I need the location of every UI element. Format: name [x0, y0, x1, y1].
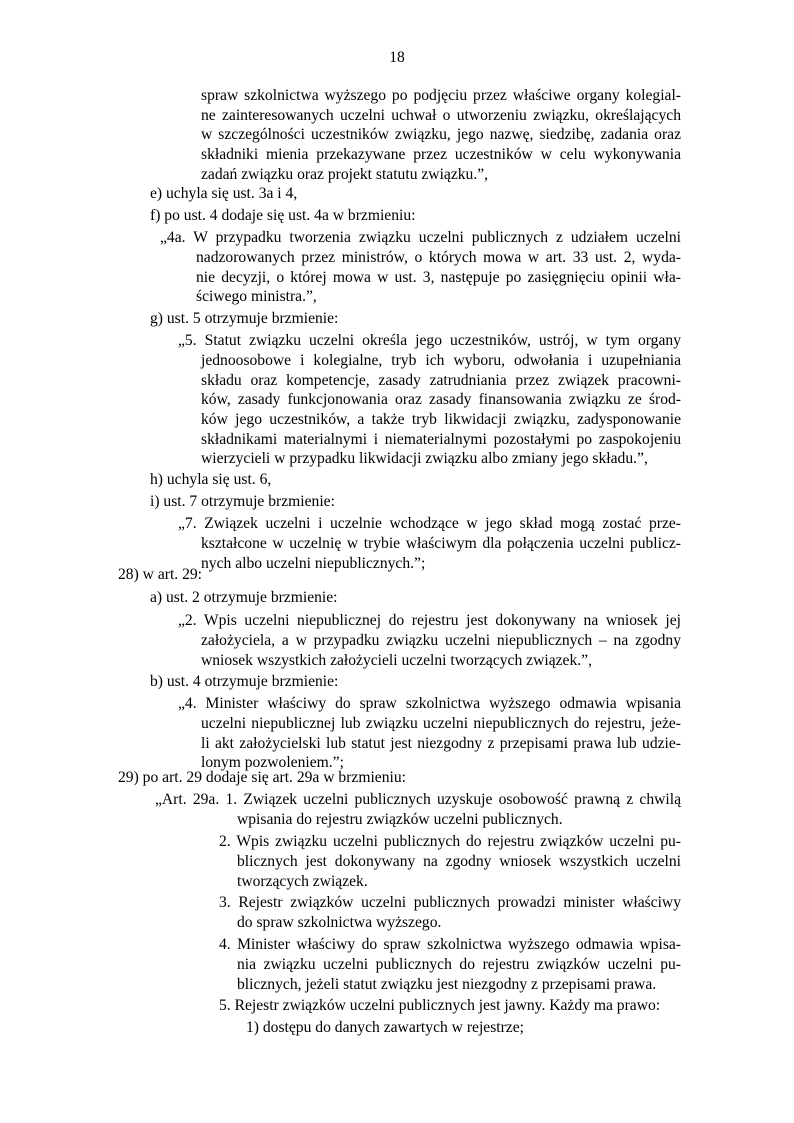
text-line: nia związku uczelni publicznych do rejestru związków uczelni pu- — [237, 956, 681, 973]
text-line: e) uchyla się ust. 3a i 4, — [150, 185, 298, 202]
text-line: składu oraz kompetencje, zasady zatrudniania przez związek pracowni- — [201, 371, 681, 389]
text-line: ków, zasady funkcjonowania oraz zasady finansowania związku ze środ- — [201, 391, 681, 409]
text-line: zadań związku oraz projekt statutu związku.”, — [201, 165, 489, 183]
paragraph-5-first — [178, 331, 681, 351]
text-line: składniki mienia przekazywane przez uczestników w celu wykonywania — [201, 146, 681, 164]
paragraph-5-rest — [201, 351, 681, 469]
item-f — [150, 206, 415, 226]
art29a-ust1-first — [155, 790, 681, 810]
text-line: lonym pozwoleniem.”; — [201, 754, 344, 772]
text-line: f) po ust. 4 dodaje się ust. 4a w brzmieniu: — [150, 207, 416, 224]
text-line: wniosek wszystkich założycieli uczelni tworzących związek.”, — [201, 651, 592, 669]
paragraph-2-rest — [201, 631, 681, 670]
text-line: nie decyzji, o której mowa w ust. 3, następuje po zasięgnięciu opinii wła- — [196, 268, 681, 286]
text-line: wierzycieli w przypadku likwidacji związku albo zmiany jego składu.”, — [201, 450, 648, 468]
text-line: 29) po art. 29 dodaje się art. 29a w brzmieniu: — [118, 769, 406, 786]
text-line: h) uchyla się ust. 6, — [150, 471, 272, 488]
art29a-ust5 — [219, 996, 660, 1016]
item-28b — [150, 672, 338, 692]
item-i — [150, 492, 335, 512]
text-line: wpisania do rejestru związków uczelni publicznych. — [237, 811, 563, 828]
item-g — [150, 309, 338, 329]
item-e — [150, 184, 297, 204]
item-h — [150, 470, 271, 490]
art29a-ust2-rest — [237, 852, 681, 891]
art29a-ust4-rest — [237, 955, 681, 994]
art29a-ust3-rest — [237, 913, 441, 933]
text-line: w szczególności uczestników związku, jego nazwę, siedzibę, zadania oraz — [201, 126, 681, 144]
text-line: 2. Wpis związku uczelni publicznych do rejestru związków uczelni pu- — [219, 833, 681, 850]
text-line: tworzących związek. — [237, 872, 368, 890]
text-line: nych albo uczelni niepublicznych.”; — [201, 554, 426, 572]
text-line: 3. Rejestr związków uczelni publicznych prowadzi minister właściwy — [219, 894, 681, 911]
text-line: kształcone w uczelnię w trybie właściwym dla połączenia uczelni publicz- — [201, 535, 681, 552]
paragraph-continuation — [201, 86, 681, 184]
text-line: składnikami materialnymi i niematerialnymi pozostałymi po zaspokojeniu — [201, 430, 681, 448]
art29a-ust1-rest — [237, 810, 563, 830]
text-line: „5. Statut związku uczelni określa jego uczestników, ustrój, w tym organy — [178, 332, 681, 349]
text-line: nadzorowanych przez ministrów, o których mowa w art. 33 ust. 2, wyda- — [196, 249, 681, 266]
paragraph-7-first — [178, 514, 681, 534]
text-line: 4. Minister właściwy do spraw szkolnictwa wyższego odmawia wpisa- — [219, 936, 681, 953]
text-line: „4. Minister właściwy do spraw szkolnictwa wyższego odmawia wpisania — [178, 695, 681, 712]
text-line: spraw szkolnictwa wyższego po podjęciu przez właściwe organy kolegial- — [201, 87, 681, 104]
text-line: ne zainteresowanych uczelni uchwał o utworzeniu związku, określających — [201, 106, 681, 124]
text-line: 28) w art. 29: — [118, 566, 203, 583]
text-line: ków jego uczestników, a także tryb likwidacji związku, zadysponowanie — [201, 411, 681, 429]
page-number: 18 — [389, 49, 405, 66]
text-line: 5. Rejestr związków uczelni publicznych jest jawny. Każdy ma prawo: — [219, 997, 661, 1014]
text-line: uczelni niepublicznej lub związku uczelni niepublicznych do rejestru, jeże- — [201, 715, 681, 732]
text-line: ściwego ministra.”, — [196, 288, 317, 306]
text-line: założyciela, a w przypadku związku uczelni niepublicznych – na zgodny — [201, 632, 681, 649]
art29a-ust2-first — [219, 832, 681, 852]
paragraph-4a-first — [160, 228, 681, 248]
paragraph-4-rest — [201, 714, 681, 773]
text-line: i) ust. 7 otrzymuje brzmienie: — [150, 493, 335, 510]
paragraph-2-first — [178, 611, 681, 631]
text-line: do spraw szkolnictwa wyższego. — [237, 914, 442, 931]
paragraph-4-first — [178, 694, 681, 714]
text-line: li akt założycielski lub statut jest niezgodny z przepisami prawa lub udzie- — [201, 734, 681, 752]
point-28 — [118, 565, 202, 585]
art29a-ust5-pkt1 — [246, 1018, 524, 1038]
text-line: „7. Związek uczelni i uczelnie wchodzące w jego skład mogą zostać prze- — [178, 515, 681, 532]
text-line: blicznych, jeżeli statut związku jest niezgodny z przepisami prawa. — [237, 975, 657, 993]
text-line: „Art. 29a. 1. Związek uczelni publicznych uzyskuje osobowość prawną z chwilą — [155, 791, 681, 808]
paragraph-4a-rest — [196, 248, 681, 307]
text-line: jednoosobowe i kolegialne, tryb ich wyboru, odwołania i uzupełniania — [201, 352, 681, 369]
text-line: 1) dostępu do danych zawartych w rejestrze; — [246, 1019, 524, 1036]
paragraph-7-rest — [201, 534, 681, 573]
art29a-ust4-first — [219, 935, 681, 955]
text-line: „4a. W przypadku tworzenia związku uczelni publicznych z udziałem uczelni — [160, 229, 681, 246]
text-line: a) ust. 2 otrzymuje brzmienie: — [150, 589, 338, 606]
text-line: g) ust. 5 otrzymuje brzmienie: — [150, 310, 339, 327]
text-line: b) ust. 4 otrzymuje brzmienie: — [150, 673, 339, 690]
text-line: blicznych jest dokonywany na zgodny wniosek wszystkich uczelni — [237, 853, 681, 870]
text-line: „2. Wpis uczelni niepublicznej do rejestru jest dokonywany na wniosek jej — [178, 612, 681, 629]
item-28a — [150, 588, 338, 608]
art29a-ust3-first — [219, 893, 681, 913]
point-29 — [118, 768, 406, 788]
